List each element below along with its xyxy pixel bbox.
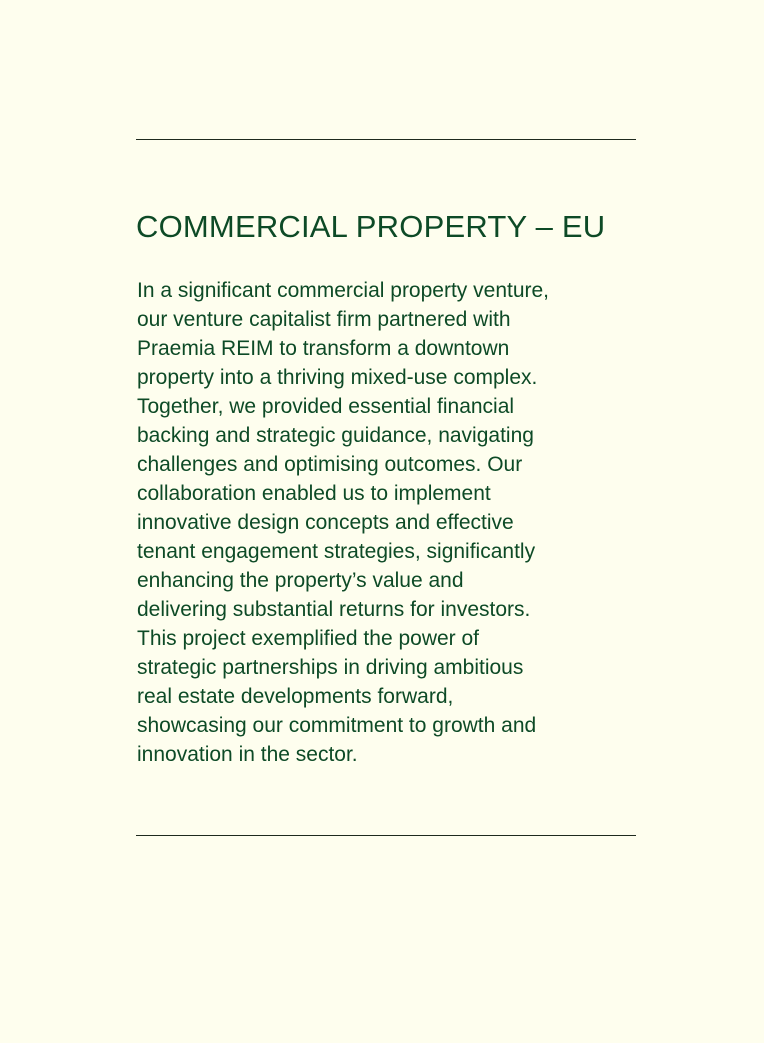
top-divider [136,139,636,140]
body-line: showcasing our commitment to growth and [137,714,537,737]
body-line: tenant engagement strategies, significantly [137,540,536,563]
body-line: our venture capitalist firm partnered with [137,308,511,331]
body-line: strategic partnerships in driving ambitious [137,656,524,679]
bottom-divider [136,835,636,836]
body-line: In a significant commercial property venture, [137,279,550,302]
body-line: collaboration enabled us to implement [137,482,491,505]
body-line: property into a thriving mixed-use complex. [137,366,538,389]
body-line: This project exemplified the power of [137,627,479,650]
body-line: innovative design concepts and effective [137,511,514,534]
body-line: real estate developments forward, [137,685,454,708]
body-line: innovation in the sector. [137,743,358,766]
body-line: delivering substantial returns for investors. [137,598,531,621]
body-line: challenges and optimising outcomes. Our [137,453,523,476]
body-line: enhancing the property’s value and [137,569,464,592]
section-title: COMMERCIAL PROPERTY – EU [136,209,606,244]
body-line: Together, we provided essential financial [137,395,515,418]
section-body [137,276,617,769]
body-line: Praemia REIM to transform a downtown [137,337,510,360]
body-line: backing and strategic guidance, navigating [137,424,534,447]
